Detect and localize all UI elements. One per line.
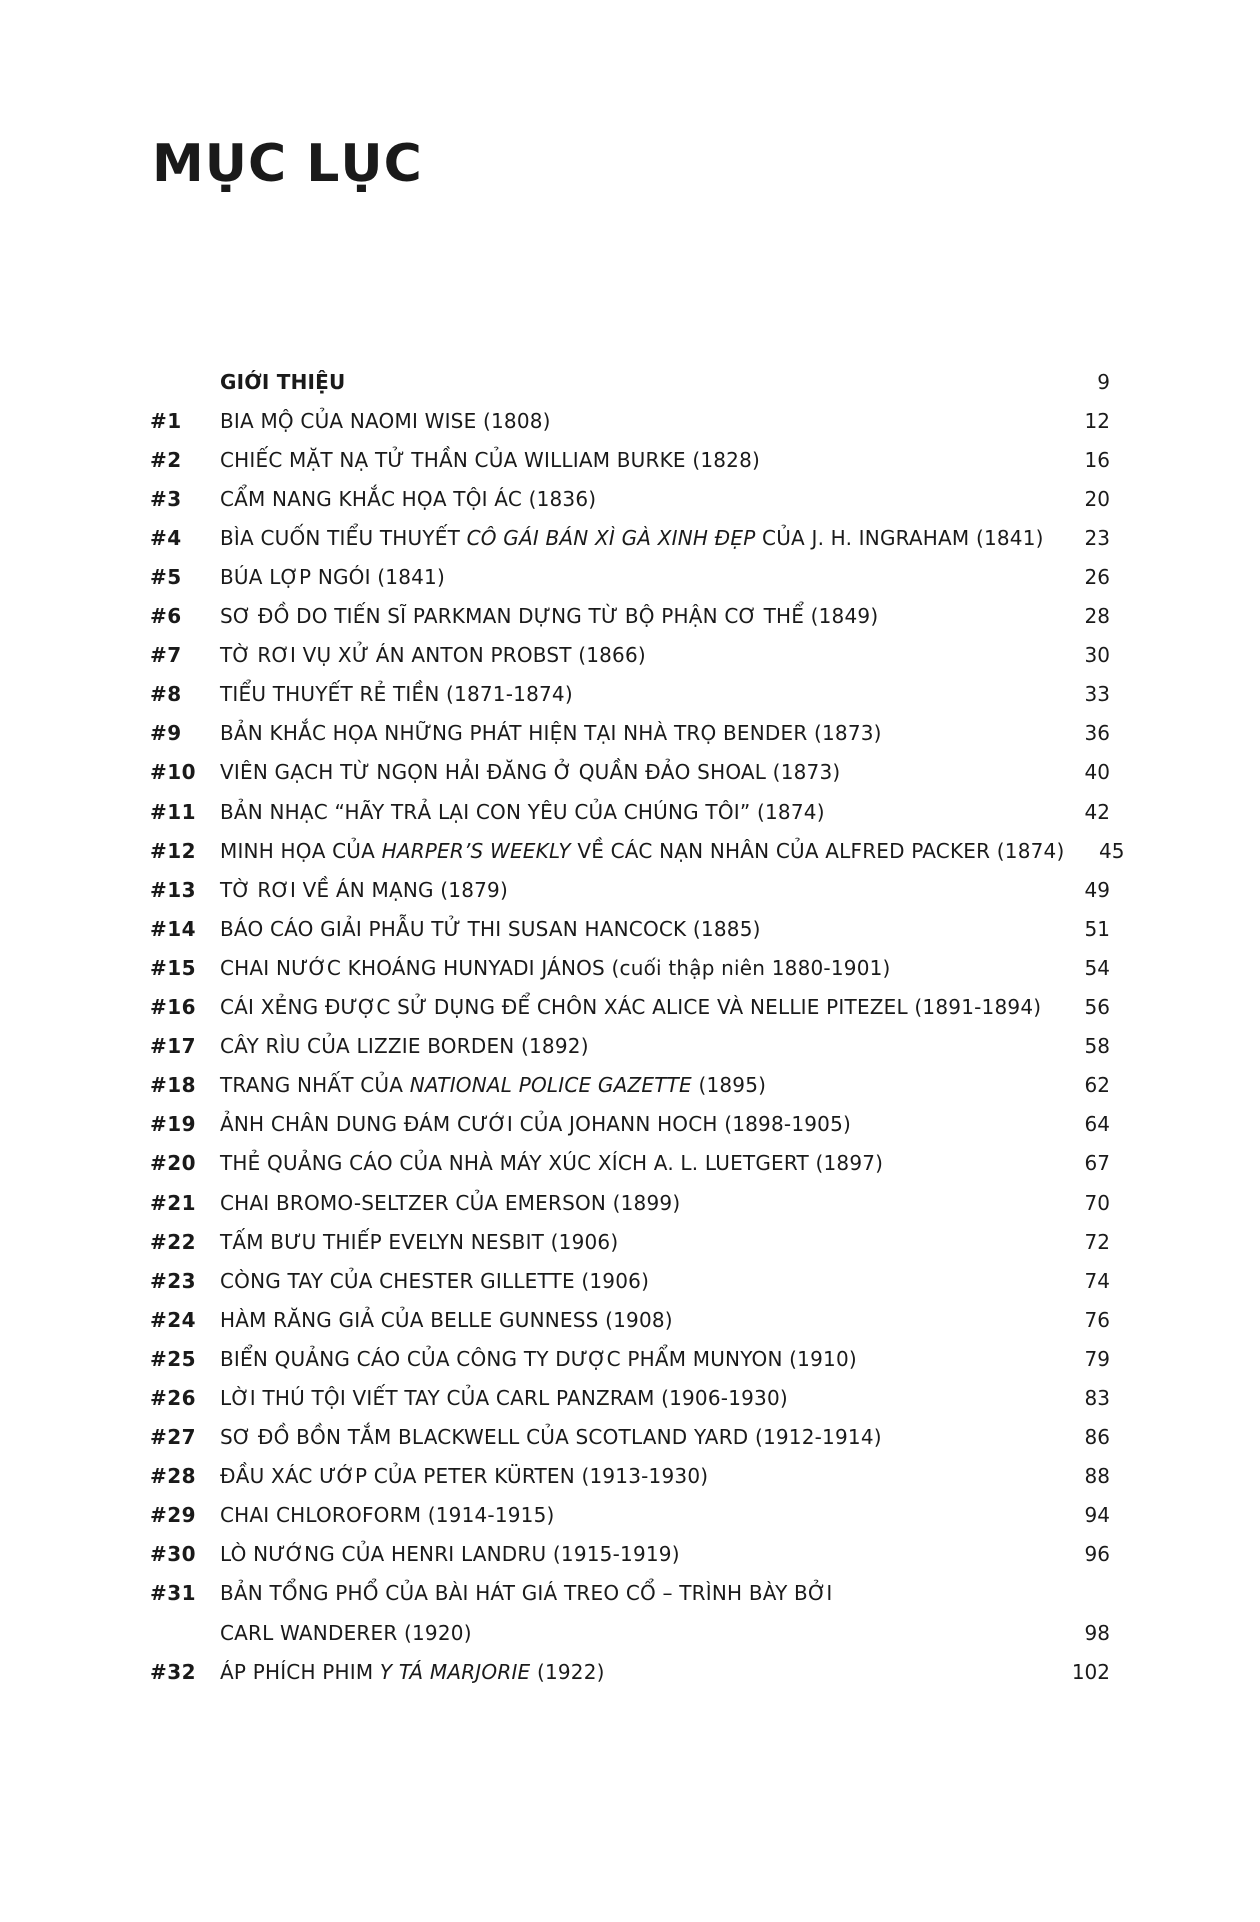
toc-entry-number: #18 xyxy=(150,1073,197,1098)
toc-entry-page: 9 xyxy=(1097,369,1110,394)
toc-entry-page: 56 xyxy=(1084,995,1110,1020)
toc-entry-title-part: LÒ NƯỚNG CỦA HENRI LANDRU (1915-1919) xyxy=(220,1542,680,1567)
toc-entry-title xyxy=(220,565,1050,590)
toc-entry-page: 70 xyxy=(1084,1190,1110,1215)
toc-entry-number: #11 xyxy=(150,799,197,824)
toc-entry-number: #26 xyxy=(150,1385,197,1410)
toc-entry-page: 86 xyxy=(1084,1425,1110,1450)
toc-entry xyxy=(150,948,1110,987)
toc-entry-title-part: CẨM NANG KHẮC HỌA TỘI ÁC (1836) xyxy=(220,486,597,511)
toc-entry xyxy=(150,988,1110,1027)
toc-entry-page: 64 xyxy=(1084,1112,1110,1137)
toc-entry-title xyxy=(220,1151,1050,1176)
toc-entry xyxy=(150,870,1110,909)
toc-entry-title-part: THẺ QUẢNG CÁO CỦA NHÀ MÁY XÚC XÍCH A. L. LUETGERT (1897) xyxy=(220,1151,884,1176)
toc-entry-number: #32 xyxy=(150,1659,197,1684)
toc-entry-title xyxy=(220,447,1050,472)
toc-entry-title-part: CHIẾC MẶT NẠ TỬ THẦN CỦA WILLIAM BURKE (1828) xyxy=(220,447,761,472)
toc-entry-title xyxy=(220,1581,1050,1606)
toc-entry-title-part: CỦA J. H. INGRAHAM (1841) xyxy=(755,525,1044,550)
toc-entry-title-part: SƠ ĐỒ BỒN TẮM BLACKWELL CỦA SCOTLAND YARD (1912-1914) xyxy=(220,1425,882,1450)
toc-entry-title xyxy=(220,838,1065,863)
toc-entry-title xyxy=(220,1229,1050,1254)
toc-entry-title xyxy=(220,799,1050,824)
toc-entry-page: 67 xyxy=(1084,1151,1110,1176)
toc-entry-number: #10 xyxy=(150,760,197,785)
toc-entry xyxy=(150,1300,1110,1339)
toc-entry-page: 83 xyxy=(1084,1385,1110,1410)
toc-entry-number: #17 xyxy=(150,1034,197,1059)
toc-entry xyxy=(150,1027,1110,1066)
toc-entry-title xyxy=(220,1659,1050,1684)
toc-entry-title xyxy=(220,369,1050,394)
toc-entry-title-part: CHAI BROMO-SELTZER CỦA EMERSON (1899) xyxy=(220,1190,681,1215)
toc-entry-title xyxy=(220,916,1050,941)
toc-entry-number: #6 xyxy=(150,604,182,629)
table-of-contents xyxy=(150,362,1125,1691)
toc-entry xyxy=(150,714,1110,753)
toc-entry-title xyxy=(220,955,1050,980)
toc-entry-title-part: TRANG NHẤT CỦA xyxy=(220,1073,410,1098)
toc-entry-number: #13 xyxy=(150,877,197,902)
toc-entry xyxy=(150,1261,1110,1300)
toc-entry-number: #3 xyxy=(150,486,182,511)
toc-entry-title xyxy=(220,604,1050,629)
toc-entry-page: 79 xyxy=(1084,1346,1110,1371)
toc-entry-number: #21 xyxy=(150,1190,197,1215)
toc-entry-number: #12 xyxy=(150,838,197,863)
toc-entry-number: #9 xyxy=(150,721,182,746)
toc-entry-number: #7 xyxy=(150,643,182,668)
toc-entry-title xyxy=(220,1385,1050,1410)
page-title: MỤC LỤC xyxy=(152,134,423,194)
toc-entry-title-italic: HARPER’S WEEKLY xyxy=(381,838,571,863)
toc-entry-title-part: BÌA CUỐN TIỂU THUYẾT xyxy=(220,525,467,550)
toc-entry-title-italic: CÔ GÁI BÁN XÌ GÀ XINH ĐẸP xyxy=(466,525,756,550)
toc-entry-title xyxy=(220,1346,1050,1371)
toc-entry xyxy=(150,557,1110,596)
toc-entry-title-part: VIÊN GẠCH TỪ NGỌN HẢI ĐĂNG Ở QUẦN ĐẢO SHOAL (1873) xyxy=(220,760,841,785)
toc-entry-title xyxy=(220,1112,1050,1137)
toc-entry-title xyxy=(220,1268,1050,1293)
toc-entry-number: #20 xyxy=(150,1151,197,1176)
toc-entry-number: #14 xyxy=(150,916,197,941)
toc-entry-number: #8 xyxy=(150,682,182,707)
toc-entry-number: #2 xyxy=(150,447,182,472)
toc-entry-title-part: BIỂN QUẢNG CÁO CỦA CÔNG TY DƯỢC PHẨM MUNYON (1910) xyxy=(220,1346,857,1371)
toc-entry xyxy=(150,792,1110,831)
toc-entry-page: 28 xyxy=(1084,604,1110,629)
toc-entry-title-part: LỜI THÚ TỘI VIẾT TAY CỦA CARL PANZRAM (1906-1930) xyxy=(220,1385,788,1410)
toc-entry-page: 33 xyxy=(1084,682,1110,707)
toc-entry-title xyxy=(220,721,1050,746)
toc-entry-title xyxy=(220,408,1050,433)
toc-entry-page: 102 xyxy=(1071,1659,1110,1684)
toc-entry-title-part: ÁP PHÍCH PHIM xyxy=(220,1659,380,1684)
toc-entry-title xyxy=(220,525,1050,550)
toc-entry-title xyxy=(220,643,1050,668)
toc-entry-title-part: HÀM RĂNG GIẢ CỦA BELLE GUNNESS (1908) xyxy=(220,1307,673,1332)
toc-entry-page: 88 xyxy=(1084,1464,1110,1489)
toc-entry xyxy=(150,401,1110,440)
toc-entry-title-part: CARL WANDERER (1920) xyxy=(220,1620,472,1645)
toc-entry xyxy=(150,831,1125,870)
toc-entry-title xyxy=(220,486,1050,511)
toc-entry xyxy=(150,1183,1110,1222)
toc-entry-title-part: CÁI XẺNG ĐƯỢC SỬ DỤNG ĐỂ CHÔN XÁC ALICE VÀ NELLIE PITEZEL (1891-1894) xyxy=(220,995,1042,1020)
toc-entry-title-part: TIỂU THUYẾT RẺ TIỀN (1871-1874) xyxy=(220,682,573,707)
toc-entry-title xyxy=(220,1190,1050,1215)
toc-entry-title-part: CÂY RÌU CỦA LIZZIE BORDEN (1892) xyxy=(220,1034,589,1059)
toc-entry-page: 74 xyxy=(1084,1268,1110,1293)
toc-entry xyxy=(150,440,1110,479)
toc-entry-title xyxy=(220,760,1050,785)
toc-entry-number: #24 xyxy=(150,1307,197,1332)
toc-entry xyxy=(150,1222,1110,1261)
toc-entry-page: 72 xyxy=(1084,1229,1110,1254)
toc-entry-title-part: CHAI NƯỚC KHOÁNG HUNYADI JÁNOS (cuối thập niên 1880-1901) xyxy=(220,955,891,980)
toc-entry-page: 16 xyxy=(1084,447,1110,472)
toc-entry-title xyxy=(220,1464,1050,1489)
toc-entry xyxy=(150,1613,1110,1652)
toc-entry-title-part: BÚA LỢP NGÓI (1841) xyxy=(220,565,445,590)
toc-entry xyxy=(150,1378,1110,1417)
toc-entry-number: #1 xyxy=(150,408,182,433)
toc-entry-title-part: BẢN KHẮC HỌA NHỮNG PHÁT HIỆN TẠI NHÀ TRỌ BENDER (1873) xyxy=(220,721,882,746)
toc-entry-number: #4 xyxy=(150,525,182,550)
toc-entry-title xyxy=(220,1073,1050,1098)
toc-entry-page: 12 xyxy=(1084,408,1110,433)
toc-entry xyxy=(150,1339,1110,1378)
toc-entry xyxy=(150,1105,1110,1144)
toc-entry-page: 76 xyxy=(1084,1307,1110,1332)
toc-entry-page: 23 xyxy=(1084,525,1110,550)
toc-entry xyxy=(150,362,1110,401)
toc-entry-title-part: GIỚI THIỆU xyxy=(220,369,346,394)
toc-entry-title-part: TỜ RƠI VỤ XỬ ÁN ANTON PROBST (1866) xyxy=(220,643,646,668)
toc-entry-title xyxy=(220,1620,1050,1645)
toc-entry-title-part: (1895) xyxy=(691,1073,767,1098)
toc-entry xyxy=(150,518,1110,557)
toc-entry-title-part: BẢN NHẠC “HÃY TRẢ LẠI CON YÊU CỦA CHÚNG TÔI” (1874) xyxy=(220,799,825,824)
toc-entry-title-part: BÁO CÁO GIẢI PHẪU TỬ THI SUSAN HANCOCK (1885) xyxy=(220,916,761,941)
toc-entry-page: 49 xyxy=(1084,877,1110,902)
toc-entry-title xyxy=(220,1503,1050,1528)
toc-entry-page: 42 xyxy=(1084,799,1110,824)
toc-entry xyxy=(150,1574,1110,1613)
toc-entry-number: #19 xyxy=(150,1112,197,1137)
toc-entry-page: 98 xyxy=(1084,1620,1110,1645)
toc-entry-title-part: ẢNH CHÂN DUNG ĐÁM CƯỚI CỦA JOHANN HOCH (1898-1905) xyxy=(220,1112,852,1137)
toc-entry-title xyxy=(220,682,1050,707)
toc-entry xyxy=(150,636,1110,675)
toc-entry-page: 62 xyxy=(1084,1073,1110,1098)
toc-entry-number: #25 xyxy=(150,1346,197,1371)
toc-entry-number: #23 xyxy=(150,1268,197,1293)
toc-entry xyxy=(150,479,1110,518)
toc-entry-page: 36 xyxy=(1084,721,1110,746)
toc-entry-page: 30 xyxy=(1084,643,1110,668)
toc-entry-title-part: CHAI CHLOROFORM (1914-1915) xyxy=(220,1503,555,1528)
toc-entry xyxy=(150,1066,1110,1105)
toc-entry-number: #29 xyxy=(150,1503,197,1528)
toc-entry xyxy=(150,675,1110,714)
toc-entry-page: 40 xyxy=(1084,760,1110,785)
toc-entry xyxy=(150,1144,1110,1183)
toc-entry-title xyxy=(220,995,1050,1020)
toc-entry-title-part: (1922) xyxy=(530,1659,605,1684)
toc-entry-number: #31 xyxy=(150,1581,197,1606)
toc-entry-page: 45 xyxy=(1099,838,1125,863)
toc-entry-page: 20 xyxy=(1084,486,1110,511)
toc-entry-title xyxy=(220,877,1050,902)
toc-entry xyxy=(150,1535,1110,1574)
toc-entry-number: #28 xyxy=(150,1464,197,1489)
toc-entry-number: #5 xyxy=(150,565,182,590)
toc-entry xyxy=(150,1418,1110,1457)
toc-entry-number: #16 xyxy=(150,995,197,1020)
toc-entry-page: 94 xyxy=(1084,1503,1110,1528)
toc-entry-title-italic: NATIONAL POLICE GAZETTE xyxy=(409,1073,692,1098)
toc-entry-title xyxy=(220,1307,1050,1332)
toc-entry xyxy=(150,597,1110,636)
toc-entry xyxy=(150,909,1110,948)
toc-entry-title xyxy=(220,1542,1050,1567)
toc-entry-page: 96 xyxy=(1084,1542,1110,1567)
toc-entry-number: #30 xyxy=(150,1542,197,1567)
toc-entry xyxy=(150,1496,1110,1535)
toc-entry-title-part: CÒNG TAY CỦA CHESTER GILLETTE (1906) xyxy=(220,1268,650,1293)
toc-entry-title-part: ĐẦU XÁC ƯỚP CỦA PETER KÜRTEN (1913-1930) xyxy=(220,1464,709,1489)
toc-entry-title-part: TỜ RƠI VỀ ÁN MẠNG (1879) xyxy=(220,877,508,902)
toc-entry-title xyxy=(220,1425,1050,1450)
toc-entry-title xyxy=(220,1034,1050,1059)
toc-entry-title-italic: Y TÁ MARJORIE xyxy=(379,1659,531,1684)
toc-entry-title-part: BẢN TỔNG PHỔ CỦA BÀI HÁT GIÁ TREO CỔ – TRÌNH BÀY BỞI xyxy=(220,1581,833,1606)
toc-entry-number: #22 xyxy=(150,1229,197,1254)
toc-entry-page: 26 xyxy=(1084,565,1110,590)
toc-entry-title-part: SƠ ĐỒ DO TIẾN SĨ PARKMAN DỰNG TỪ BỘ PHẬN CƠ THỂ (1849) xyxy=(220,604,879,629)
toc-entry-page: 51 xyxy=(1084,916,1110,941)
toc-entry-page: 58 xyxy=(1084,1034,1110,1059)
toc-entry xyxy=(150,753,1110,792)
toc-entry-number: #27 xyxy=(150,1425,197,1450)
toc-entry-number: #15 xyxy=(150,955,197,980)
toc-entry xyxy=(150,1457,1110,1496)
toc-entry xyxy=(150,1652,1110,1691)
toc-entry-title-part: MINH HỌA CỦA xyxy=(220,838,382,863)
toc-entry-title-part: VỀ CÁC NẠN NHÂN CỦA ALFRED PACKER (1874) xyxy=(570,838,1065,863)
toc-entry-title-part: BIA MỘ CỦA NAOMI WISE (1808) xyxy=(220,408,551,433)
toc-entry-page: 54 xyxy=(1084,955,1110,980)
toc-entry-title-part: TẤM BƯU THIẾP EVELYN NESBIT (1906) xyxy=(220,1229,619,1254)
